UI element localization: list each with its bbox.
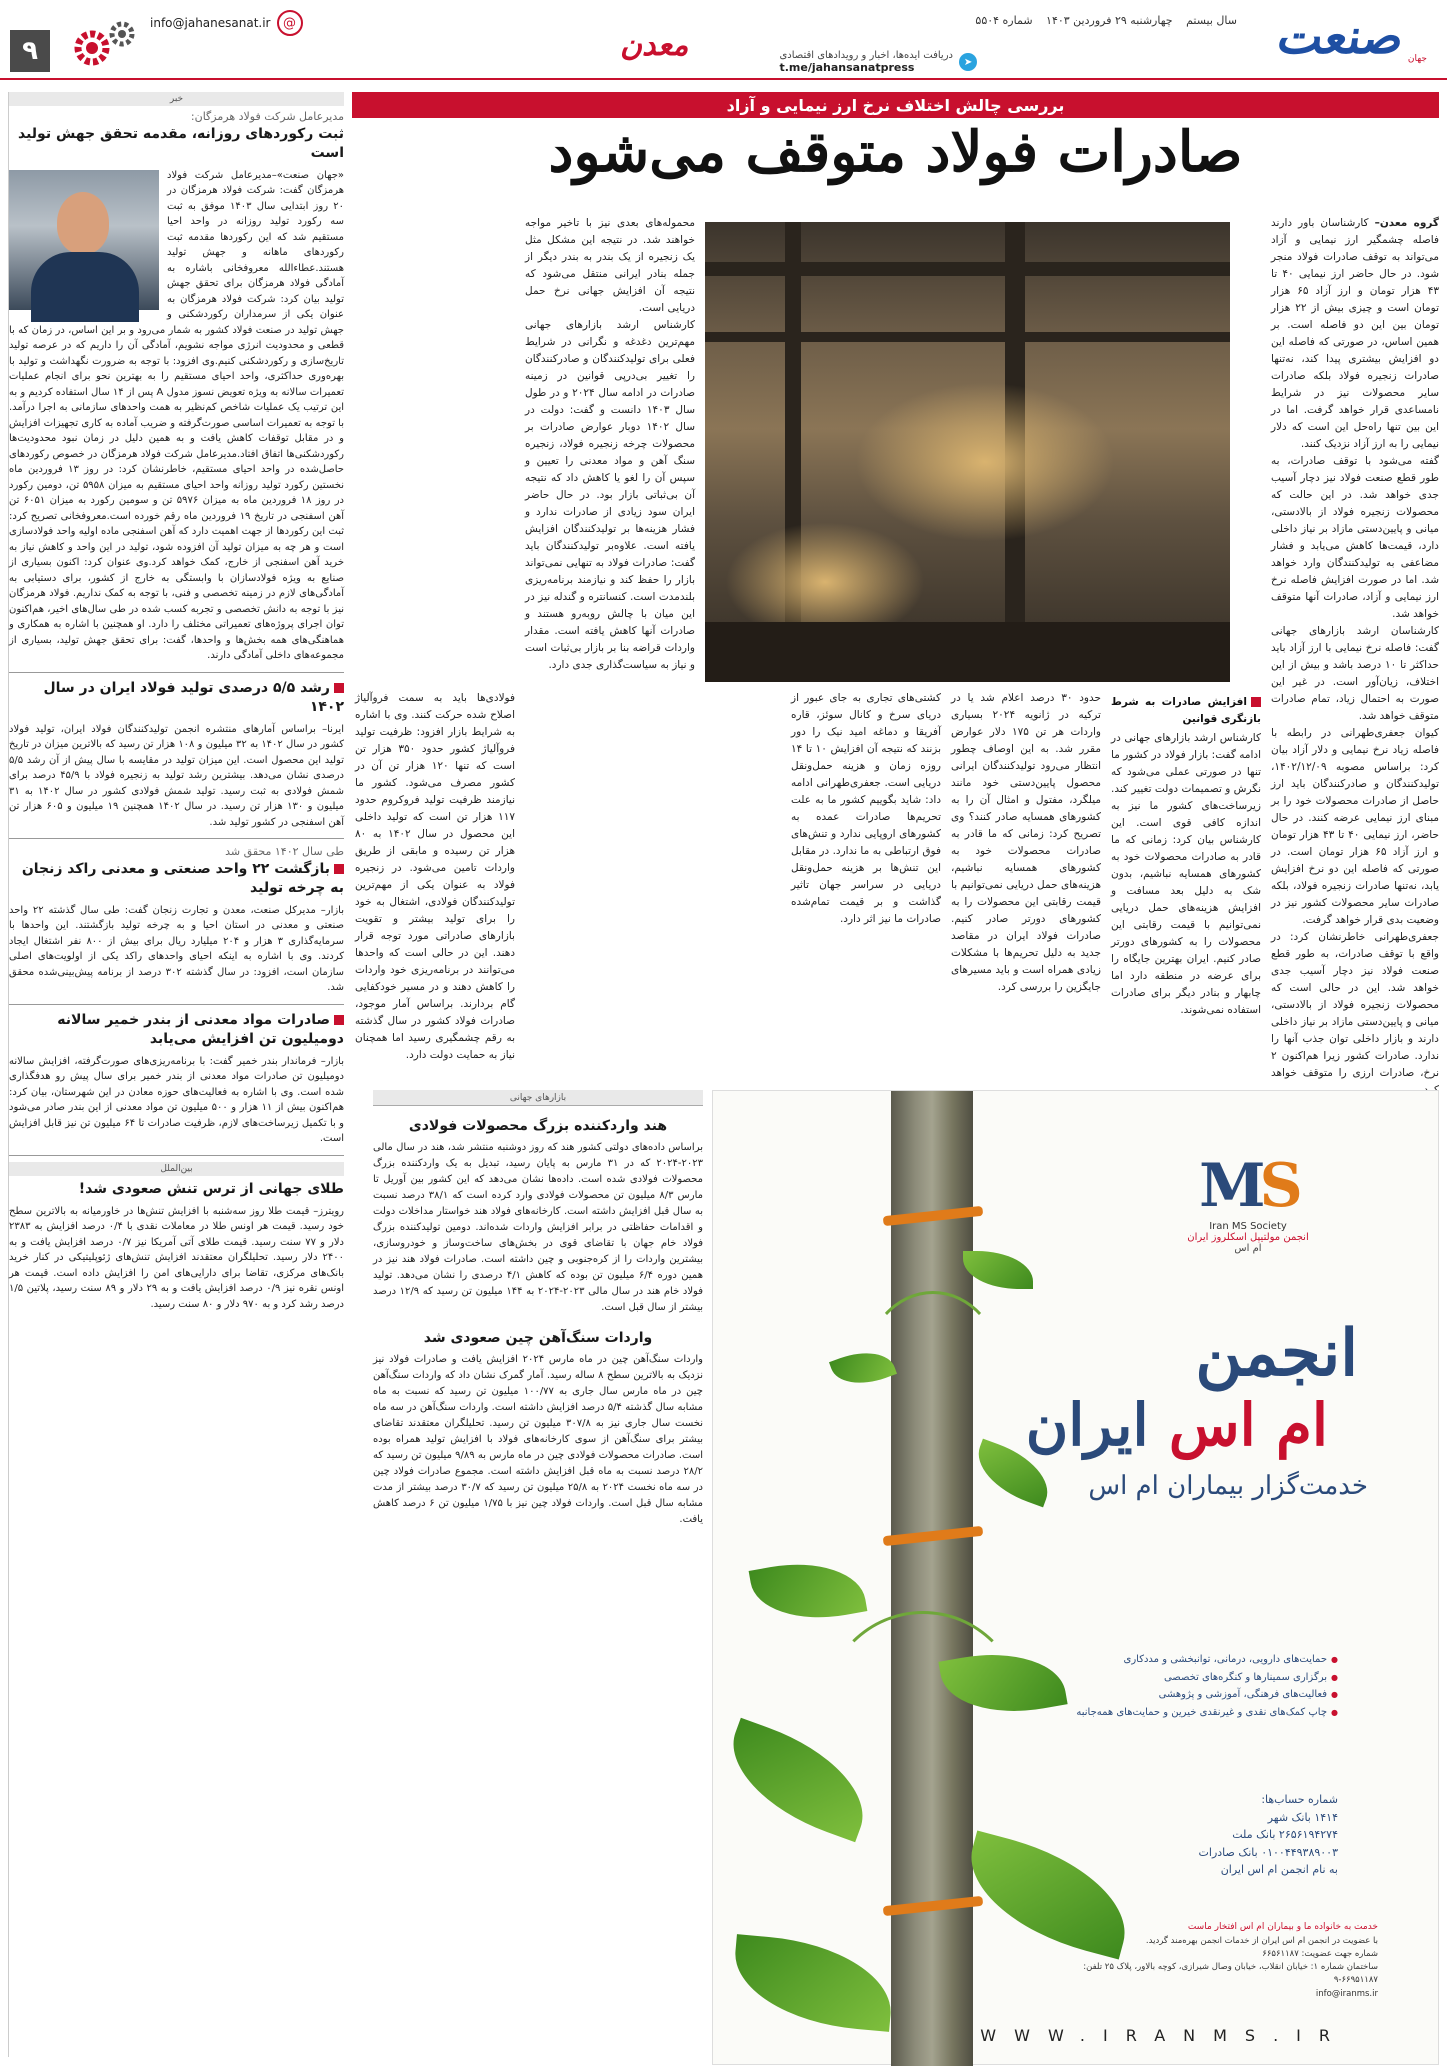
article-byline: گروه معدن–	[1374, 217, 1439, 229]
sidebar-label-international: بین‌الملل	[9, 1162, 344, 1176]
article-kicker: بررسی چالش اختلاف نرخ ارز نیمایی و آزاد	[352, 92, 1439, 118]
newspaper-logo[interactable]	[1251, 6, 1431, 68]
ms-society-logo	[1168, 1151, 1328, 1254]
steel-mill-photo	[705, 222, 1230, 682]
vine-image	[863, 1291, 1003, 1451]
divider	[9, 838, 344, 839]
photo-floor	[705, 622, 1230, 682]
ad-title-line1: انجمن	[1195, 1316, 1358, 1391]
photo-crane-beam	[705, 262, 1230, 276]
story4-body: بازار– فرماندار بندر خمیر گفت: با برنامه‌ریزی‌های صورت‌گرفته، افزایش سالانه دومیلیون تن صادرات مواد معدنی از بندر خمیر برای سال پیش رو هدفگذاری شده است. وی با اشاره به فعالیت‌های حوزه معادن در این شهرستان، بیان کرد: هم‌اکنون بیش از ۱۱ هزار و ۵۰۰ میلیون تن مواد معدنی از این بندر صادر می‌شود و با تکمیل زیرساخت‌های لازم، ظرفیت صادرات تا ۶۴ میلیون تن نیز قابل افزایش است.	[9, 1055, 345, 1145]
ms-logo-short: ام اس	[1234, 1243, 1262, 1254]
story5-body: رویترز– قیمت طلا روز سه‌شنبه با افزایش تنش‌ها در خاورمیانه به بالاترین سطح خود رسید. قیمت هر اونس طلا در معاملات نقدی با ۰/۴ درصد افزایش به ۲۳۸۳ دلار و ۷۷ سنت رسید. قیمت طلای آتی آمریکا نیز ۰/۷ درصد افزایش یافت و به ۲۴۰۰ دلار رسید. تحلیلگران معتقدند افزایش تنش‌های ژئوپلیتیکی در کنار خرید بانک‌های مرکزی، تقاضا برای دارایی‌های امن را افزایش داده است. قیمت هر اونس نقره نیز ۰/۹ درصد افزایش یافت و به ۲۹ دلار و ۸۹ سنت رسید، پلاتین ۱/۵ درصد رشد کرد و به ۹۷۰ دلار و ۸۰ سنت رسید.	[9, 1205, 345, 1310]
telegram-icon: ➤	[959, 53, 977, 71]
photo-light	[855, 382, 1115, 542]
page-number: ۹	[10, 30, 50, 72]
ad-service-item: ● فعالیت‌های فرهنگی، آموزشی و پژوهشی	[1076, 1686, 1338, 1704]
leaf-image	[730, 1934, 897, 2032]
divider	[9, 1004, 344, 1005]
email-address[interactable]: info@jahanesanat.ir	[150, 16, 271, 30]
ceo-portrait-image	[9, 170, 159, 310]
sidebar-label-news: خبر	[9, 92, 344, 106]
ad-footer-membership: با عضویت در انجمن ام اس ایران از خدمات انجمن بهره‌مند گردید.	[1145, 1935, 1378, 1946]
ad-tagline: خدمت‌گزار بیماران ام اس	[1088, 1471, 1368, 1501]
ad-footer-phone: شماره جهت عضویت: ۶۶۵۶۱۱۸۷	[1262, 1949, 1378, 1960]
article-column-1	[1271, 215, 1440, 1079]
divider	[9, 672, 344, 673]
main-article	[352, 92, 1439, 190]
telegram-note: دریافت ایده‌ها، اخبار و رویدادهای اقتصادی	[779, 50, 953, 61]
red-marker-icon	[334, 1015, 344, 1025]
ms-society-advertisement[interactable]	[712, 1090, 1439, 2065]
red-marker-icon	[334, 864, 344, 874]
leaf-image	[749, 1552, 868, 1630]
issue-number: شماره ۵۵۰۴	[975, 14, 1033, 27]
ad-account: ۱۴۱۴ بانک شهر	[1267, 1810, 1338, 1824]
contact-email[interactable]	[150, 10, 303, 36]
ad-title-line2	[1026, 1391, 1328, 1459]
ad-footer-motto: خدمت به خانواده ما و بیماران ام اس افتخار ماست	[1187, 1922, 1378, 1932]
red-marker-icon	[1251, 697, 1261, 707]
ad-footer	[1038, 1921, 1378, 2001]
leaf-image	[963, 1251, 1033, 1289]
article-column-5-text: فولادی‌ها باید به سمت فروآلیاژ اصلاح شده حرکت کنند. وی با اشاره به شرایط بازار افزود: ظرفیت تولید فروآلیاژ کشور حدود ۳۵۰ هزار تن است که تنها ۱۲۰ هزار تن آن در کشور مصرف می‌شود. کشور ما نیازمند ظرفیت تولید فروکروم حدود ۱۱۷ هزار تن است که تولید داخلی این محصول در سال ۱۴۰۲ به ۸۰ هزار تن رسیده و مابقی از طریق واردات تامین می‌شود. در زنجیره فولاد به عنوان یکی از مهم‌ترین تولیدکنندگان فولادی، اشتغال به خود را برای تولید بیشتر و تقویت بازارهای صادراتی مورد توجه قرار دهند. این در حالی است که واحدها می‌توانند در برنامه‌ریزی خود واردات را کاهش دهند و در مسیر خودکفایی گام بردارند. براساس آمار موجود، صادرات فولاد کشور در سال گذشته به رقم چشمگیری رسید اما همچنان نیاز به حمایت دولت دارد.	[355, 692, 515, 1061]
email-icon: @	[277, 10, 303, 36]
photo-crane-beam	[705, 332, 1230, 342]
masthead	[0, 0, 1447, 80]
ad-website[interactable]: WWW.IRANMS.IR	[980, 2026, 1348, 2045]
telegram-link[interactable]: t.me/jahansanatpress	[779, 61, 915, 74]
red-marker-icon	[334, 683, 344, 693]
story2-title[interactable]	[9, 679, 344, 717]
logo-text: صنعت	[1274, 9, 1408, 65]
article-headline[interactable]: صادرات فولاد متوقف می‌شود	[548, 119, 1243, 185]
issue-year: سال بیستم	[1186, 14, 1237, 27]
issue-date: چهارشنبه ۲۹ فروردین ۱۴۰۳	[1046, 14, 1173, 27]
logo-subtext: جهان	[1407, 54, 1427, 64]
ad-account-owner: به نام انجمن ام اس ایران	[1220, 1863, 1338, 1877]
story3-kicker: طی سال ۱۴۰۲ محقق شد	[225, 845, 344, 859]
world-markets-label: بازارهای جهانی	[373, 1090, 703, 1106]
ms-logo-mark: MS	[1199, 1151, 1297, 1221]
ad-accounts-label: شماره حساب‌ها:	[1261, 1793, 1338, 1806]
story5-title[interactable]: طلای جهانی از ترس تنش صعودی شد!	[78, 1180, 344, 1197]
article-column-1-text: کارشناسان باور دارند فاصله چشمگیر ارز نیمایی و آزاد می‌تواند به توقف صادرات فولاد منجر شود. در حال حاضر ارز نیمایی ۴۰ تا ۴۳ هزار تومان و ارز آزاد ۶۵ هزار تومان است و چیزی بیش از ۲۲ هزار تومان بین این دو فاصله است. بر همین اساس، در صورتی که فاصله این دو افزایش بیشتری پیدا کند، نه‌تنها صادرات زنجیره فولاد بلکه صادرات سایر محصولات نیز در شرایط نامساعدی قرار خواهد گرفت. اما در این بین تنها راه‌حل این است که دلار نیمایی را به ارز آزاد نزدیک کنند. گفته می‌شود با توقف صادرات، به طور قطع صنعت فولاد نیز دچار آسیب جدی خواهد شد. در این حالت که محصولات زنجیره فولاد از بالادستی، میانی و پایین‌دستی مازاد بر نیاز داخلی دارد، قیمت‌ها کاهش می‌یابد و فشار مضاعفی به تولیدکنندگان وارد خواهد شد. اما در صورت افزایش فاصله نرخ ارز نیمایی و آزاد، صادرات آنها متوقف خواهد شد. کارشناسان ارشد بازارهای جهانی گفت: فاصله نرخ نیمایی با ارز آزاد باید حداکثر تا ۱۰ درصد باشد و بیش از این اختلاف، زیان‌آور است. در غیر این صورت به احتمال زیاد، تمام صادرات متوقف خواهد شد. کیوان جعفری‌طهرانی در رابطه با فاصله زیاد نرخ نیمایی و دلار آزاد بیان کرد: براساس مصوبه ۱۴۰۲/۱۲/۰۹، تولیدکنندگان و صادرکنندگان باید ارز حاصل از صادرات محصولات خود را بر مبنای ارز نیمایی عرضه کنند. در حال حاضر، ارز نیمایی ۴۰ تا ۴۳ هزار تومان و ارز آزاد ۶۵ هزار تومان است. در صورتی که فاصله این دو نرخ افزایش یابد، نه‌تنها صادرات زنجیره فولاد، بلکه صادرات سایر محصولات کشور نیز در وضعیت بدی قرار خواهد گرفت. جعفری‌طهرانی خاطرنشان کرد: در واقع با توقف صادرات، به طور قطع صنعت فولاد نیز دچار آسیب جدی خواهد شد. این در حالی است که محصولات زنجیره فولاد از بالادستی، میانی و پایین‌دستی مازاد بر نیاز داخلی دارند و بازار داخلی توان جذب آنها را ندارد. صادرات کشور زیرا هم‌اکنون ۲ نرخ، صادرات ارزی را متوقف خواهد	[1271, 217, 1440, 1079]
gears-icon	[70, 20, 140, 70]
issue-info	[965, 14, 1237, 27]
ad-bank-accounts	[1199, 1791, 1338, 1879]
world-story2-title[interactable]: واردات سنگ‌آهن چین صعودی شد	[423, 1330, 653, 1346]
ad-footer-address: ساختمان شماره ۱: خیابان انقلاب، خیابان وصال شیرازی، کوچه بالاور، پلاک ۲۵ تلفن: ۶۶۹۵۱۱۸۷-۹	[1083, 1962, 1378, 1986]
tree-trunk-image	[891, 1091, 973, 2066]
story1-body: «جهان صنعت»–مدیرعامل شرکت فولاد هرمزگان گفت: شرکت فولاد هرمزگان در ۲۰ روز ابتدایی سال ۱۴۰۳ موفق به ثبت سه رکورد تولید روزانه در واحد احیا مستقیم شد که این رکوردها مقدمه ثبت رکوردهای ماهانه و جهش تولید هستند.عطاءالله معروفخانی باشاره به آمادگی فولاد هرمزگان برای تحقق جهش تولید بیان کرد: شرکت فولاد هرمزگان به عنوان یکی از سرمداران رکوردشکنی و جهش تولید در صنعت فولاد کشور به شمار می‌رود و بر این اساس، در زمان که با قطعی و محدودیت انرژی مواجه نشویم، آمادگی آن را داریم که در عرصه تولید تاریخ‌سازی و رکوردشکنی کنیم.وی افزود: با توجه به ضرورت نگهداشت و تولید با بهره‌وری حداکثری، واحد احیای مستقیم را به بهترین نحو برای انجام عملیات تعمیرات سالانه به ویژه تعویض نسوز مدول A پس از ۱۴ سال استفاده کردیم و به این ترتیب یک عملیات شاخص کم‌نظیر به همت واحدهای سازمانی به اجرا درآمد. با توجه به تعمیرات اساسی صورت‌گرفته و ضریب آماده به کاری تجهیزات افزایش و در مقابل توقفات کاهش یافت و به همین دلیل در زمان نبود محدودیت‌ها رکوردشکنی‌ها اتفاق افتاد.مدیرعامل شرکت فولاد هرمزگان در خصوص رکوردهای حاصل‌شده در واحد احیای مستقیم، خاطرنشان کرد: در روز ۱۳ فروردین ماه نخستین رکورد تولید روزانه واحد احیای مستقیم به میزان ۵۹۵۸ تن، دومین رکورد در روز ۱۸ فروردین ماه به میزان ۵۹۷۶ تن و سومین رکورد به میزان ۶۰۵۱ تن آهن اسفنجی در تاریخ ۱۹ فروردین ماه رقم خورده است.معروفخانی تصریح کرد: ثبت این رکوردها از جهت اهمیت دارد که آهن اسفنجی ماده اولیه واحد فولادسازی است و هر چه به میزان تولید آن افزوده شود، تولید در این واحد و کاهش نیاز به خرید آهن اسفنجی از خارج، کمک خواهد کرد.وی عنوان کرد: اکنون بسیاری از صنایع به ویژه فولادسازان با وابستگی به خارج از کشور، برای دستیابی به آمادگی‌های لازم در زمینه تخصصی و فنی، با توجه به کمک نداریم. فولاد هرمزگان نیز با توجه به دانش تخصصی و تجربه کسب شده در طی سال‌های اخیر، هم‌اکنون توان اجرای پروژه‌های تعمیراتی مختلف را دارد. او همچنین با اشاره به همکاری و هماهنگی‌های همه بخش‌ها و واحدها، گفت: برای تحقق جهش تولید، بسیاری از مجموعه‌های داخلی آمادگی دارند.	[9, 169, 345, 662]
story4-title[interactable]	[9, 1011, 344, 1049]
article-column-6	[525, 215, 695, 1075]
story3-title[interactable]	[9, 860, 344, 898]
story2-body: ایرنا– براساس آمارهای منتشره انجمن تولیدکنندگان فولاد ایران، تولید فولاد کشور در سال ۱۴۰۲ به ۳۲ میلیون و ۱۰۸ هزار تن رسید که بالاترین میزان در تاریخ تولید این محصول است. این میزان تولید در مقایسه با سال پیش از آن رشد ۵/۵ درصدی نشان می‌دهد. بیشترین رشد تولید به زنجیره فولاد با ۴۵/۹ درصد برای شمش فولادی به ثبت رسید. تولید شمش فولادی کشور در سال ۱۴۰۲ به ۳۱ میلیون و ۱۳۰ هزار تن رسید. در سال ۱۴۰۲ همچنین ۱۹ میلیون و ۶۰۵ هزار تن آهن اسفنجی در کشور تولید شد.	[9, 723, 345, 828]
ms-logo-persian: انجمن مولتیپل اسکلروز ایران	[1187, 1232, 1309, 1243]
world-story2-body: واردات سنگ‌آهن چین در ماه مارس ۲۰۲۴ افزایش یافت و صادرات فولاد نیز نزدیک به بالاترین سطح ۸ ساله رسید. آمار گمرک نشان داد که واردات سنگ‌آهن چین در ماه مارس سال جاری به ۱۰۰/۷۷ میلیون تن رسید که نسبت به ماه مشابه سال گذشته ۵/۴ درصد افزایش داشته است. واردات سنگ‌آهن در سه ماه نخست سال جاری نیز به ۳۰۷/۸ میلیون تن رسید. تحلیلگران معتقدند تقاضای بیشتر برای سنگ‌آهن از سوی کارخانه‌های فولاد با افزایش تولید همراه بوده است. صادرات محصولات فولادی چین در ماه مارس به ۹/۸۹ میلیون تن رسید که ۲۸/۲ درصد نسبت به ماه قبل افزایش داشته است. مجموع صادرات فولاد چین در سه ماه نخست ۲۰۲۴ به ۲۵/۸ میلیون تن رسید که ۳۰/۷ درصد بیشتر از مدت مشابه سال قبل است. واردات فولاد چین نیز با ۱/۷۵ میلیون تن ۶ درصد کاهش یافت.	[373, 1354, 704, 1525]
ad-service-item: ● برگزاری سمینارها و کنگره‌های تخصصی	[1076, 1669, 1338, 1687]
story3-title-text: بازگشت ۲۲ واحد صنعتی و معدنی راکد زنجان به چرخه تولید	[21, 861, 344, 896]
article-column-2-text: کارشناس ارشد بازارهای جهانی در ادامه گفت: بازار فولاد در کشور ما تنها در صورتی عملی می‌شود که نگرش و تصمیمات دولت تغییر کند. زیرساخت‌های کشور ما نیز به اندازه کافی قوی است. این کارشناس بیان کرد: زمانی که ما قادر به صادرات محصولات خود به کشورهای همسایه نباشیم، بدون شک به دلیل بعد مسافت و افزایش هزینه‌های حمل دریایی نمی‌توانیم با قیمت رقابتی این محصولات را به کشورهای دورتر صادر کنیم. ایران بهترین جایگاه را برای عرضه در منطقه دارد اما چابهار و بنادر دیگر برای صادرات استفاده نمی‌شوند.	[1111, 732, 1261, 1016]
article-subhead-text: افزایش صادرات به شرط بازنگری قوانین	[1111, 696, 1261, 725]
story1-kicker: مدیرعامل شرکت فولاد هرمزگان:	[190, 110, 344, 123]
portrait-head	[57, 192, 109, 254]
story3-body: بازار– مدیرکل صنعت، معدن و تجارت زنجان گفت: طی سال گذشته ۲۲ واحد صنعتی و معدنی در استان احیا و به چرخه تولید بازگشتند. این واحدها با سرمایه‌گذاری ۳ هزار و ۲۰۴ میلیارد ریال برای بیش از ۸۰۰ نفر اشتغال ایجاد کردند. وی با اشاره به اینکه احیای واحدهای راکد یکی از اولویت‌های اصلی سازمان است، افزود: در سال گذشته ۳۰۲ درصد از برنامه پیش‌بینی‌شده محقق شد.	[9, 904, 345, 994]
story4-title-text: صادرات مواد معدنی از بندر خمیر سالانه دومیلیون تن افزایش می‌یابد	[57, 1011, 344, 1047]
news-sidebar	[8, 92, 344, 2057]
ad-title-highlight: ام اس	[1168, 1391, 1328, 1459]
portrait-body	[31, 252, 139, 322]
world-story1-body: براساس داده‌های دولتی کشور هند که روز دوشنبه منتشر شد، هند در سال مالی ۲۰۲۳-۲۰۲۴ که در ۳۱ مارس به پایان رسید، تبدیل به یک واردکننده بزرگ محصولات فولادی شده است. داده‌ها نشان می‌دهد که این کشور بین آوریل تا مارس ۸/۳ میلیون تن محصولات فولادی وارد کرده است که ۳۸/۱ درصد نسبت به سال قبل افزایش داشته است. کارخانه‌های فولاد هند خواستار مداخلات دولت و اقدامات حفاظتی در برابر افزایش واردات شده‌اند. دومین تولیدکننده بزرگ فولاد خام جهان با تقاضای قوی در بخش‌های ساخت‌وساز و خودروسازی، بیشترین واردات را از کره‌جنوبی و چین داشته است. صادرات فولاد هند نیز در همین دوره ۶/۴ میلیون تن بوده که کاهش ۴/۱ درصدی را نشان می‌دهد. تولید فولاد خام هند در سال مالی ۲۰۲۳-۲۰۲۴ به ۱۴۴ میلیون تن رسید که ۱۲/۹ درصد بیشتر از سال قبل است.	[373, 1142, 704, 1313]
divider	[9, 1155, 344, 1156]
article-column-4-text: کشتی‌های تجاری به جای عبور از دریای سرخ و کانال سوئز، قاره آفریقا و دماغه امید نیک را دور بزنند که نتیجه آن افزایش ۱۰ تا ۱۴ روزه زمان و هزینه حمل‌ونقل دریایی است. جعفری‌طهرانی ادامه داد: شاید بگوییم کشور ما به علت تحریم‌ها صادرات عمده به کشورهای اروپایی ندارد و تنش‌های فوق ارتباطی به ما ندارد. در مقابل این تنش‌ها بر هزینه حمل‌ونقل دریایی در سراسر جهان تاثیر گذاشت و بر قیمت تمام‌شده صادرات ما نیز اثر دارد.	[791, 692, 941, 925]
story1-title[interactable]: ثبت رکوردهای روزانه، مقدمه تحقق جهش تولید است	[18, 126, 344, 161]
section-title: معدن	[620, 28, 689, 63]
ad-title-word: ایران	[1025, 1391, 1149, 1459]
article-column-2	[1111, 690, 1261, 1075]
article-subhead	[1111, 694, 1261, 728]
ad-account: ۲۶۵۶۱۹۴۲۷۴ بانک ملت	[1232, 1828, 1338, 1842]
ad-services-list	[1076, 1651, 1338, 1721]
ad-service-item: ● چاپ کمک‌های نقدی و غیرنقدی خیرین و حمایت‌های همه‌جانبه	[1076, 1704, 1338, 1722]
article-column-5	[355, 690, 515, 1075]
ad-account: ۰۱۰۰۴۴۹۳۸۹۰۰۳ بانک صادرات	[1198, 1845, 1338, 1859]
ad-service-item: ● حمایت‌های دارویی، درمانی، توانبخشی و مددکاری	[1076, 1651, 1338, 1669]
article-column-3	[951, 690, 1101, 1075]
ad-footer-email[interactable]: info@iranms.ir	[1315, 1988, 1378, 1999]
story2-title-text: رشد ۵/۵ درصدی تولید فولاد ایران در سال ۱۴۰۲	[43, 679, 344, 715]
article-column-6-text: محموله‌های بعدی نیز با تاخیر مواجه خواهند شد. در نتیجه این مشکل مثل یک زنجیره از یک بندر به بندر دیگر از جمله بنادر ایرانی منتقل می‌شود که نتیجه آن افزایش جهانی نرخ حمل دریایی است. کارشناس ارشد بازارهای جهانی مهم‌ترین دغدغه و نگرانی در شرایط فعلی برای تولیدکنندگان و صادرکنندگان را تغییر بی‌درپی قوانین در زمینه صادرات در ادامه سال ۲۰۲۴ و در طول سال ۱۴۰۳ دانست و گفت: دولت در سال ۱۴۰۲ دوبار عوارض صادرات بر محصولات چرخه زنجیره فولاد، زنجیره سنگ آهن و مواد معدنی را تعیین و سپس آن را لغو یا کاهش داد که نتیجه آن بی‌ثباتی بازار بود. در حال حاضر ایران سود زیادی از صادرات ندارد و فشار هزینه‌ها بر تولیدکنندگان افزایش یافته است. علاوه‌بر تولیدکنندگان باید گفت: صادرات فولاد به تنهایی نمی‌تواند بازار را حفظ کند و نیازمند برنامه‌ریزی بلندمدت است. کنسانتره و گندله نیز در این میان با چالش روبه‌رو هستند و صادرات آنها کاهش یافته است. مقدار واردات قراضه بنا بر بازار بی‌ثبات است و نیاز به سیاست‌گذاری جدی دارد.	[525, 217, 695, 671]
ms-logo-english: Iran MS Society	[1209, 1221, 1287, 1232]
world-story1-title[interactable]: هند واردکننده بزرگ محصولات فولادی	[408, 1118, 668, 1134]
world-markets-section	[373, 1090, 703, 2065]
article-column-4	[791, 690, 941, 1075]
telegram-promo[interactable]	[779, 50, 977, 74]
vine-image	[823, 1611, 1023, 1811]
article-column-3-text: حدود ۳۰ درصد اعلام شد یا در ترکیه در ژانویه ۲۰۲۴ بسیاری واردات هر تن ۱۷۵ دلار عوارض مقرر شد. به این اوصاف چطور انتظار می‌رود تولیدکنندگان ایرانی محصول پایین‌دستی خود مانند میلگرد، مفتول و امثال آن را به کشورهای همسایه صادر کنند؟ وی تصریح کرد: زمانی که ما قادر به صادرات محصولات خود به کشورهای همسایه نباشیم، هزینه‌های حمل دریایی نمی‌توانیم با قیمت رقابتی این محصولات را به کشورهای دورتر صادر کنیم. صادرات فولاد ایران در مقاصد جدید به دلیل تحریم‌ها با مشکلات زیادی همراه است و باید مسیرهای جایگزین را بررسی کرد.	[951, 692, 1101, 993]
